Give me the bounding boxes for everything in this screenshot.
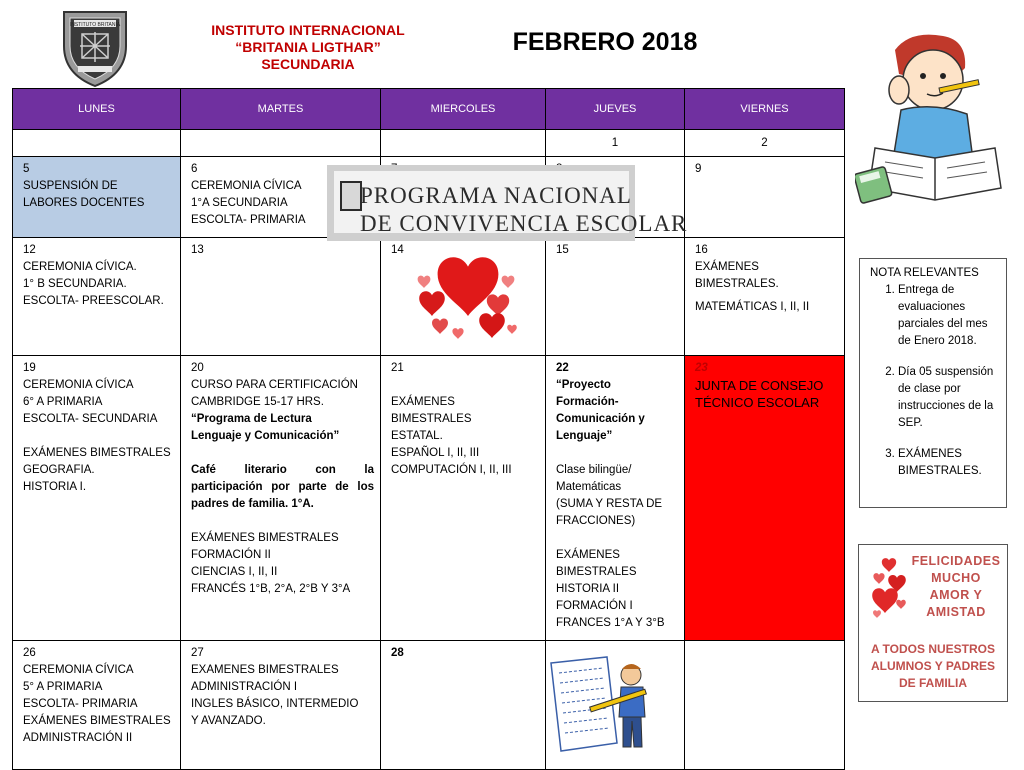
day-number: 6	[191, 163, 198, 175]
event-line: ESCOLTA- PRIMARIA	[191, 214, 306, 226]
day-number: 12	[23, 244, 36, 256]
empty-day-cell	[381, 130, 546, 157]
event-line: FRANCES 1°A Y 3°B	[556, 617, 665, 629]
day-cell-19	[13, 356, 181, 641]
event-line: 5° A PRIMARIA	[23, 681, 103, 693]
note-item: 1. Entrega de evaluaciones parciales del mes de Enero 2018.	[898, 282, 1000, 350]
empty-day-cell	[685, 641, 845, 770]
event-line: Comunicación y	[556, 413, 645, 425]
event-line: CURSO PARA CERTIFICACIÓN	[191, 379, 358, 391]
weekday-header-row	[13, 89, 845, 130]
event-line: EXÁMENES	[391, 396, 455, 408]
event-line: ADMINISTRACIÓN II	[23, 732, 133, 744]
event-line: 1° B SECUNDARIA.	[23, 278, 127, 290]
program-banner	[327, 165, 688, 241]
event-line: GEOGRAFIA.	[23, 464, 95, 476]
event-line: CEREMONIA CÍVICA	[23, 664, 134, 676]
event-line: HISTORIA II	[556, 583, 620, 595]
day-number: 22	[556, 362, 569, 374]
day-number: 13	[191, 244, 204, 256]
day-cell-27	[181, 641, 381, 770]
notes-title: NOTA RELEVANTES	[870, 267, 979, 279]
notes-box	[859, 258, 1007, 508]
notes-list	[870, 282, 1000, 480]
event-line: ESCOLTA- PRIMARIA	[23, 698, 138, 710]
institute-line-2: “BRITANIA LIGTHAR”	[235, 39, 381, 55]
event-line: EXÁMENES	[556, 549, 620, 561]
event-line: ESPAÑOL I, II, III	[391, 447, 480, 459]
greeting-line: AMOR Y	[929, 588, 983, 602]
day-cell-23	[685, 356, 845, 641]
day-cell-22	[546, 356, 685, 641]
greeting-line: AMISTAD	[926, 605, 986, 619]
institute-line-3: SECUNDARIA	[261, 56, 355, 72]
event-line: (SUMA Y RESTA DE	[556, 498, 663, 510]
day-number: 20	[191, 362, 204, 374]
event-line: FORMACIÓN II	[191, 549, 271, 561]
event-line: Café literario con la	[191, 464, 374, 476]
event-line: SUSPENSIÓN DE	[23, 180, 118, 192]
event-line: CEREMONIA CÍVICA	[191, 180, 302, 192]
event-line: Lenguaje y Comunicación”	[191, 430, 340, 442]
event-line: BIMESTRALES	[391, 413, 472, 425]
event-line: HISTORIA I.	[23, 481, 87, 493]
event-line: ESTATAL.	[391, 430, 443, 442]
school-crest-icon	[60, 6, 130, 88]
event-line: EXAMENES BIMESTRALES	[191, 664, 339, 676]
month-title: FEBRERO 2018	[512, 28, 698, 56]
institute-line-1: INSTITUTO INTERNACIONAL	[211, 22, 405, 38]
event-line: FORMACIÓN I	[556, 600, 633, 612]
day-number: 5	[23, 163, 30, 175]
event-line: CEREMONIA CÍVICA.	[23, 261, 137, 273]
event-line: Lenguaje”	[556, 430, 613, 442]
program-logo-icon	[340, 181, 362, 211]
day-number: 26	[23, 647, 36, 659]
event-line: “Proyecto	[556, 379, 611, 391]
header-martes: MARTES	[181, 89, 381, 130]
small-hearts-icon	[869, 553, 909, 623]
header-lunes: LUNES	[13, 89, 181, 130]
event-line: EXÁMENES BIMESTRALES	[23, 447, 171, 459]
event-line: Y AVANZADO.	[191, 715, 266, 727]
greeting-line: DE FAMILIA	[899, 676, 967, 690]
event-line: 1°A SECUNDARIA	[191, 197, 288, 209]
event-line: CAMBRIDGE 15-17 HRS.	[191, 396, 324, 408]
day-number: 28	[391, 647, 404, 659]
day-number: 14	[391, 244, 404, 256]
day-cell-16	[685, 238, 845, 356]
event-line: ESCOLTA- PREESCOLAR.	[23, 295, 164, 307]
event-line: CIENCIAS I, II, II	[191, 566, 278, 578]
crest-text: INSTITUTO BRITANIA	[69, 22, 121, 28]
header-jueves: JUEVES	[546, 89, 685, 130]
day-cell-5	[13, 157, 181, 238]
day-number: 9	[695, 163, 702, 175]
day-number: 21	[391, 362, 404, 374]
day-number: 19	[23, 362, 36, 374]
greeting-bottom	[861, 641, 1005, 692]
day-cell-13	[181, 238, 381, 356]
hearts-icon	[412, 250, 522, 345]
day-cell-15	[546, 238, 685, 356]
event-line: “Programa de Lectura	[191, 413, 312, 425]
event-line: INGLES BÁSICO, INTERMEDIO	[191, 698, 359, 710]
event-line: Formación-	[556, 396, 619, 408]
empty-day-cell	[13, 130, 181, 157]
event-line: participación por parte de los	[191, 481, 374, 493]
event-line: padres de familia. 1°A.	[191, 498, 314, 510]
event-line: Clase bilingüe/	[556, 464, 632, 476]
event-line: EXÁMENES	[695, 261, 759, 273]
header-viernes: VIERNES	[685, 89, 845, 130]
event-line: LABORES DOCENTES	[23, 197, 145, 209]
event-line: 6° A PRIMARIA	[23, 396, 103, 408]
greeting-line: ALUMNOS Y PADRES	[870, 659, 996, 673]
event-line: EXÁMENES BIMESTRALES	[191, 532, 339, 544]
greeting-line: A TODOS NUESTROS	[870, 642, 995, 656]
day-number: 16	[695, 244, 708, 256]
institute-name	[196, 22, 420, 73]
event-line: Matemáticas	[556, 481, 622, 493]
empty-day-cell	[181, 130, 381, 157]
day-cell-9	[685, 157, 845, 238]
greeting-line: FELICIDADES	[911, 554, 1001, 568]
thinking-student-icon	[855, 30, 1015, 215]
day-cell-28	[381, 641, 546, 770]
event-line: ESCOLTA- SECUNDARIA	[23, 413, 158, 425]
day-cell-21	[381, 356, 546, 641]
event-line: CEREMONIA CÍVICA	[23, 379, 134, 391]
event-line: EXÁMENES BIMESTRALES	[23, 715, 171, 727]
note-item: 2. Día 05 suspensión de clase por instrucciones de la SEP.	[898, 364, 1000, 432]
event-line: ADMINISTRACIÓN I	[191, 681, 298, 693]
day-cell-20	[181, 356, 381, 641]
event-line: FRANCÉS 1°B, 2°A, 2°B Y 3°A	[191, 583, 351, 595]
day-cell-26	[13, 641, 181, 770]
event-line: MATEMÁTICAS I, II, II	[695, 301, 810, 313]
event-line: TÉCNICO ESCOLAR	[695, 395, 820, 410]
student-with-pencil-icon	[545, 655, 670, 755]
event-line: BIMESTRALES	[556, 566, 637, 578]
event-line: BIMESTRALES.	[695, 278, 779, 290]
greeting-box	[858, 544, 1008, 702]
day-number: 23	[695, 362, 708, 374]
header-miercoles: MIERCOLES	[381, 89, 546, 130]
greeting-line: MUCHO	[931, 571, 981, 585]
greeting-top	[907, 553, 1005, 621]
banner-line-2: DE CONVIVENCIA ESCOLAR	[360, 211, 688, 236]
day-number: 15	[556, 244, 569, 256]
banner-line-1: PROGRAMA NACIONAL	[360, 183, 632, 208]
week-row	[13, 356, 845, 641]
week-row	[13, 641, 845, 770]
event-line: COMPUTACIÓN I, II, III	[391, 464, 512, 476]
event-line: JUNTA DE CONSEJO	[695, 378, 824, 393]
week-row	[13, 130, 845, 157]
event-line: FRACCIONES)	[556, 515, 636, 527]
day-cell-1: 1	[546, 130, 685, 157]
day-cell-2: 2	[685, 130, 845, 157]
note-item: 3. EXÁMENES BIMESTRALES.	[898, 446, 1000, 480]
day-cell-12	[13, 238, 181, 356]
day-number: 27	[191, 647, 204, 659]
